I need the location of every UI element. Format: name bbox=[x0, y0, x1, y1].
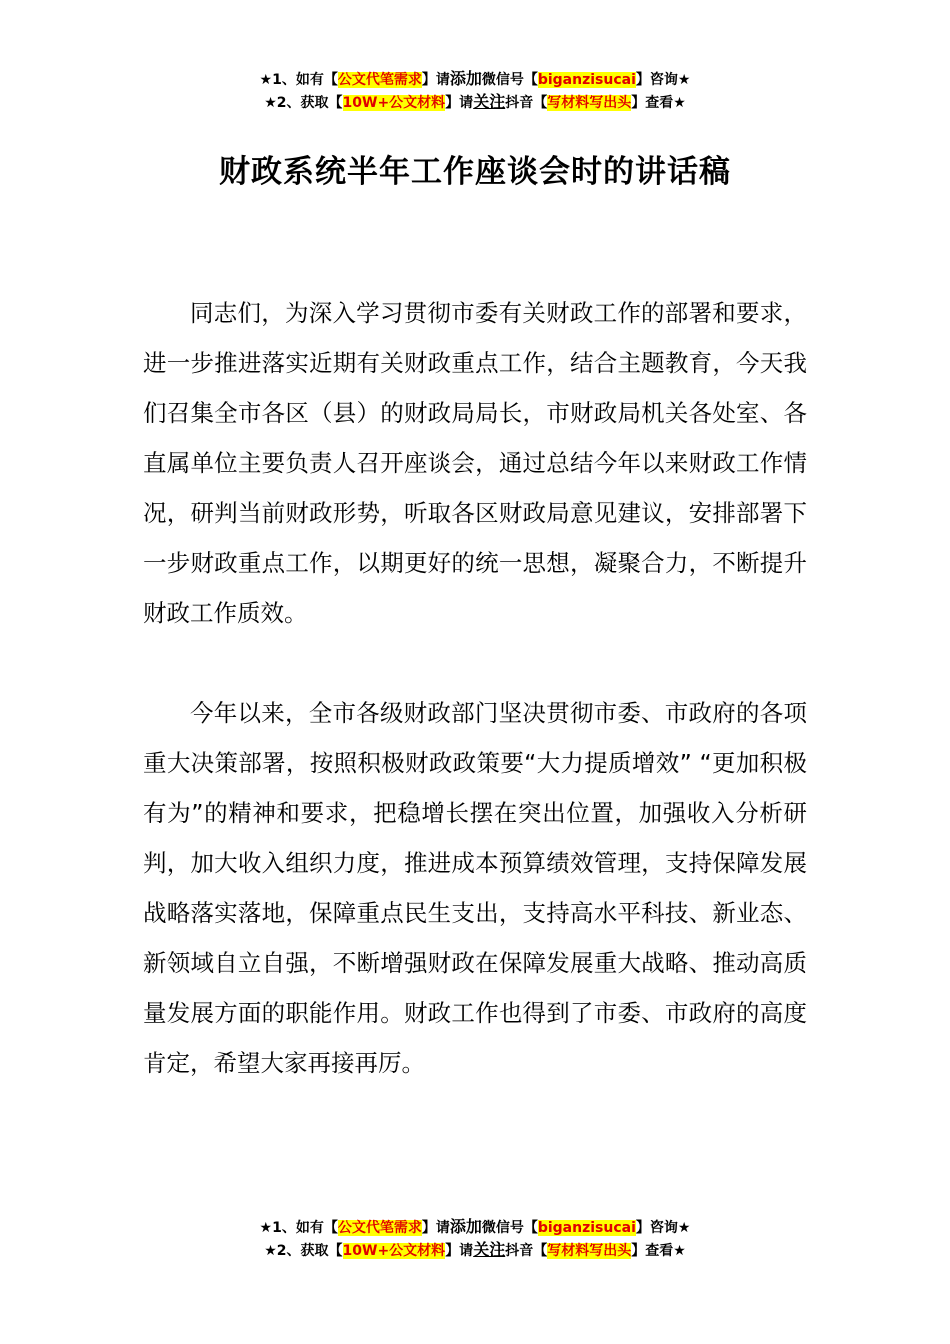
document-title: 财政系统半年工作座谈会时的讲话稿 bbox=[219, 154, 731, 190]
banner-emphasis: 添加 bbox=[449, 69, 482, 88]
bottom-banner bbox=[0, 1216, 950, 1262]
banner-text: 微信号【 bbox=[481, 72, 538, 88]
banner-line-1 bbox=[0, 1216, 950, 1239]
banner-text: ★1、如有【 bbox=[259, 1220, 338, 1236]
paragraph-2: 今年以来，全市各级财政部门坚决贯彻市委、市政府的各项重大决策部署，按照积极财政政策要“大力提质增效” “更加积极有为”的精神和要求，把稳增长摆在突出位置，加强收入分析研判，加大收入组织力度，推进成本预算绩效管理，支持保障发展战略落实落地，保障重点民生支出，支持高水平科技、新业态、新领域自立自强，不断增强财政在保障发展重大战略、推动高质量发展方面的职能作用。财政工作也得到了市委、市政府的高度肯定，希望大家再接再厉。 bbox=[143, 699, 807, 1077]
banner-text: ★2、获取【 bbox=[264, 95, 343, 111]
banner-text: 】咨询★ bbox=[635, 1220, 691, 1236]
banner-text: 抖音【 bbox=[505, 95, 548, 111]
banner-emphasis: 关注 bbox=[473, 92, 506, 111]
banner-text: 抖音【 bbox=[505, 1243, 548, 1259]
banner-highlight: 10W+公文材料 bbox=[342, 1243, 446, 1259]
banner-line-2 bbox=[0, 1239, 950, 1262]
banner-highlight: biganzisucai bbox=[537, 72, 636, 88]
banner-text: 】咨询★ bbox=[635, 72, 691, 88]
banner-highlight: 写材料写出头 bbox=[547, 1243, 632, 1259]
banner-highlight: 公文代笔需求 bbox=[337, 72, 422, 88]
banner-text: 】请 bbox=[421, 72, 450, 88]
banner-line-2 bbox=[0, 91, 950, 114]
banner-text: 】请 bbox=[445, 95, 474, 111]
banner-emphasis: 添加 bbox=[449, 1217, 482, 1236]
banner-line-1 bbox=[0, 68, 950, 91]
banner-highlight: biganzisucai bbox=[537, 1220, 636, 1236]
top-banner bbox=[0, 68, 950, 114]
paragraph-1: 同志们，为深入学习贯彻市委有关财政工作的部署和要求，进一步推进落实近期有关财政重点工作，结合主题教育，今天我们召集全市各区（县）的财政局局长，市财政局机关各处室、各直属单位主要负责人召开座谈会，通过总结今年以来财政工作情况，研判当前财政形势，听取各区财政局意见建议，安排部署下一步财政重点工作，以期更好的统一思想，凝聚合力，不断提升财政工作质效。 bbox=[143, 299, 807, 627]
banner-highlight: 公文代笔需求 bbox=[337, 1220, 422, 1236]
banner-text: ★2、获取【 bbox=[264, 1243, 343, 1259]
banner-text: 】请 bbox=[445, 1243, 474, 1259]
banner-text: 】请 bbox=[421, 1220, 450, 1236]
banner-text: 微信号【 bbox=[481, 1220, 538, 1236]
banner-text: 】查看★ bbox=[631, 95, 686, 111]
banner-highlight: 10W+公文材料 bbox=[342, 95, 446, 111]
banner-text: 】查看★ bbox=[631, 1243, 686, 1259]
banner-highlight: 写材料写出头 bbox=[547, 95, 632, 111]
banner-emphasis: 关注 bbox=[473, 1240, 506, 1259]
banner-text: ★1、如有【 bbox=[259, 72, 338, 88]
